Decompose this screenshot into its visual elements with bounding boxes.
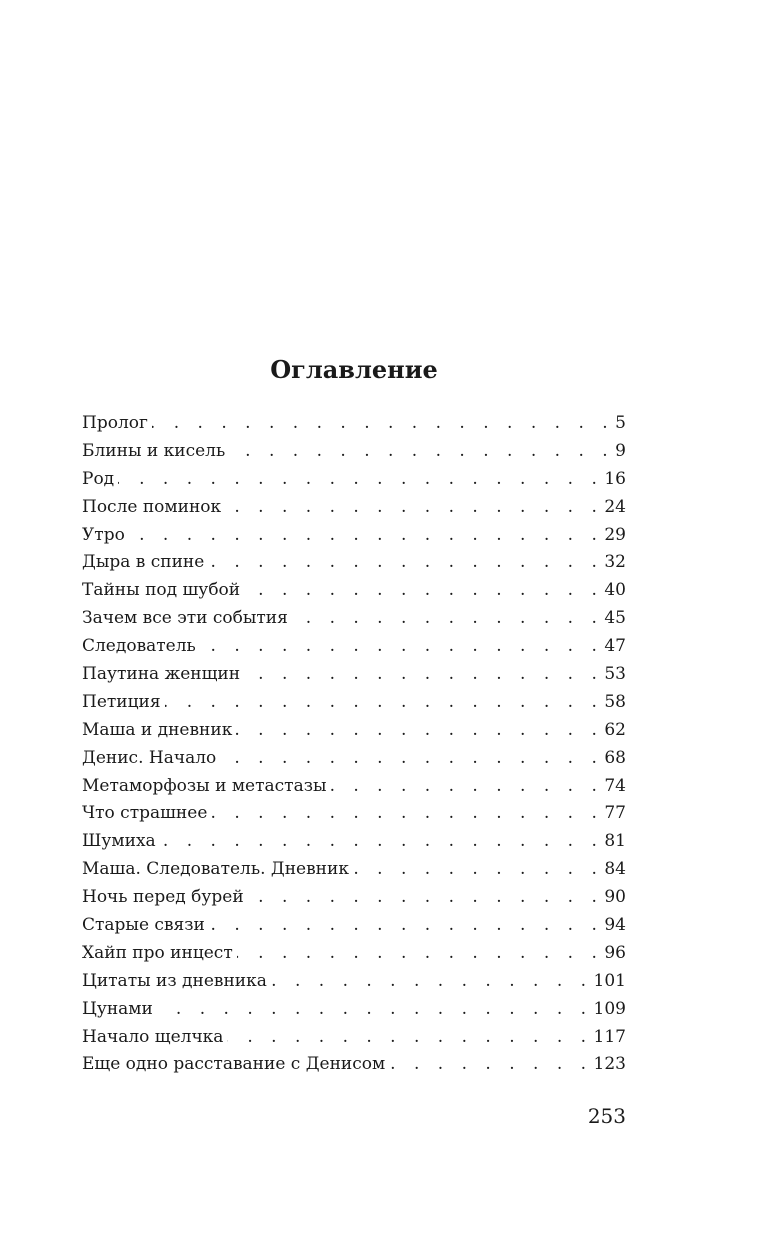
toc-entry[interactable] — [82, 717, 626, 745]
dot-leader — [244, 661, 603, 689]
toc-entry-page: 47 — [604, 636, 626, 657]
toc-entry-page: 101 — [593, 970, 626, 991]
dot-leader — [227, 1024, 592, 1052]
toc-entry-page: 81 — [604, 831, 626, 852]
toc-entry-title: Маша. Следователь. Дневник — [82, 859, 349, 880]
toc-entry[interactable] — [82, 1051, 626, 1079]
toc-entry[interactable] — [82, 466, 626, 494]
toc-entry-title: Старые связи — [82, 915, 205, 936]
toc-entry-page: 117 — [593, 1026, 626, 1047]
toc-entry-title: Утро — [82, 524, 125, 545]
dot-leader — [157, 996, 593, 1024]
toc-entry-page: 16 — [604, 468, 626, 489]
toc-entry[interactable] — [82, 1024, 626, 1052]
dot-leader — [129, 522, 604, 550]
toc-entry-page: 40 — [604, 580, 626, 601]
dot-leader — [225, 494, 603, 522]
dot-leader — [248, 884, 604, 912]
dot-leader — [211, 800, 603, 828]
toc-entry[interactable] — [82, 940, 626, 968]
toc-entry-title: Ночь перед бурей — [82, 887, 244, 908]
toc-entry[interactable] — [82, 438, 626, 466]
toc-entry[interactable] — [82, 522, 626, 550]
toc-entry-page: 96 — [604, 942, 626, 963]
dot-leader — [389, 1051, 592, 1079]
toc-entry[interactable] — [82, 494, 626, 522]
toc-entry[interactable] — [82, 689, 626, 717]
toc-entry-title: Дыра в спине — [82, 552, 205, 573]
toc-entry[interactable] — [82, 996, 626, 1024]
toc-entry-title: После поминок — [82, 496, 222, 517]
toc-entry-title: Цунами — [82, 998, 153, 1019]
toc-entry-title: Хайп про инцест — [82, 942, 233, 963]
page-number: 253 — [587, 1104, 626, 1128]
toc-entry[interactable] — [82, 912, 626, 940]
dot-leader — [118, 466, 603, 494]
toc-entry-page: 32 — [604, 552, 626, 573]
toc-entry-title: Следователь — [82, 636, 196, 657]
toc-entry-title: Пролог — [82, 413, 148, 433]
toc-entry-page: 62 — [604, 719, 626, 740]
toc-entry[interactable] — [82, 661, 626, 689]
toc-entry-page: 94 — [604, 915, 626, 936]
toc-entry-page: 84 — [604, 859, 626, 880]
toc-entry-page: 68 — [604, 747, 626, 768]
toc-entry-page: 90 — [604, 887, 626, 908]
toc-entry-title: Блины и кисель — [82, 440, 226, 461]
toc-entry-title: Маша и дневник — [82, 719, 233, 740]
toc-entry-title: Тайны под шубой — [82, 580, 241, 601]
toc-entry[interactable] — [82, 856, 626, 884]
toc-entry[interactable] — [82, 773, 626, 801]
toc-entry-title: Род — [82, 468, 115, 489]
dot-leader — [229, 438, 614, 466]
toc-entry-page: 45 — [604, 608, 626, 629]
dot-leader — [331, 773, 604, 801]
toc-entry-title: Что страшнее — [82, 803, 208, 824]
toc-entry-title: Еще одно расставание с Денисом — [82, 1054, 386, 1075]
dot-leader — [209, 912, 604, 940]
dot-leader — [292, 605, 604, 633]
toc-entry-title: Паутина женщин — [82, 664, 241, 685]
toc-entry-title: Цитаты из дневника — [82, 970, 267, 991]
toc-entry-page: 109 — [593, 998, 626, 1019]
dot-leader — [244, 577, 603, 605]
toc-entry-page: 123 — [593, 1054, 626, 1075]
dot-leader — [237, 940, 604, 968]
toc-entry-title: Зачем все эти события — [82, 608, 288, 629]
dot-leader — [271, 968, 593, 996]
page-title: Оглавление — [270, 355, 438, 384]
toc-entry[interactable] — [82, 577, 626, 605]
toc-entry[interactable] — [82, 828, 626, 856]
dot-leader — [236, 717, 603, 745]
toc-entry-title: Шумиха — [82, 831, 156, 852]
dot-leader — [165, 689, 604, 717]
toc-entry[interactable] — [82, 633, 626, 661]
toc-entry-page: 53 — [604, 664, 626, 685]
toc-entry[interactable] — [82, 410, 626, 438]
toc-entry[interactable] — [82, 549, 626, 577]
toc-entry-title: Петиция — [82, 691, 161, 712]
dot-leader — [220, 745, 603, 773]
dot-leader — [160, 828, 604, 856]
toc-entry[interactable] — [82, 745, 626, 773]
table-of-contents — [82, 410, 626, 1079]
toc-entry[interactable] — [82, 605, 626, 633]
toc-entry-page: 5 — [615, 413, 626, 433]
toc-entry-title: Метаморфозы и метастазы — [82, 775, 327, 796]
toc-entry-title: Начало щелчка — [82, 1026, 224, 1047]
toc-entry-title: Денис. Начало — [82, 747, 217, 768]
toc-entry-page: 29 — [604, 524, 626, 545]
toc-entry-page: 24 — [604, 496, 626, 517]
dot-leader — [353, 856, 603, 884]
toc-entry-page: 58 — [604, 691, 626, 712]
toc-entry-page: 74 — [604, 775, 626, 796]
toc-entry[interactable] — [82, 884, 626, 912]
dot-leader — [152, 410, 614, 438]
toc-entry[interactable] — [82, 968, 626, 996]
dot-leader — [200, 633, 604, 661]
toc-entry[interactable] — [82, 800, 626, 828]
toc-entry-page: 77 — [604, 803, 626, 824]
dot-leader — [208, 549, 603, 577]
toc-entry-page: 9 — [615, 440, 626, 461]
